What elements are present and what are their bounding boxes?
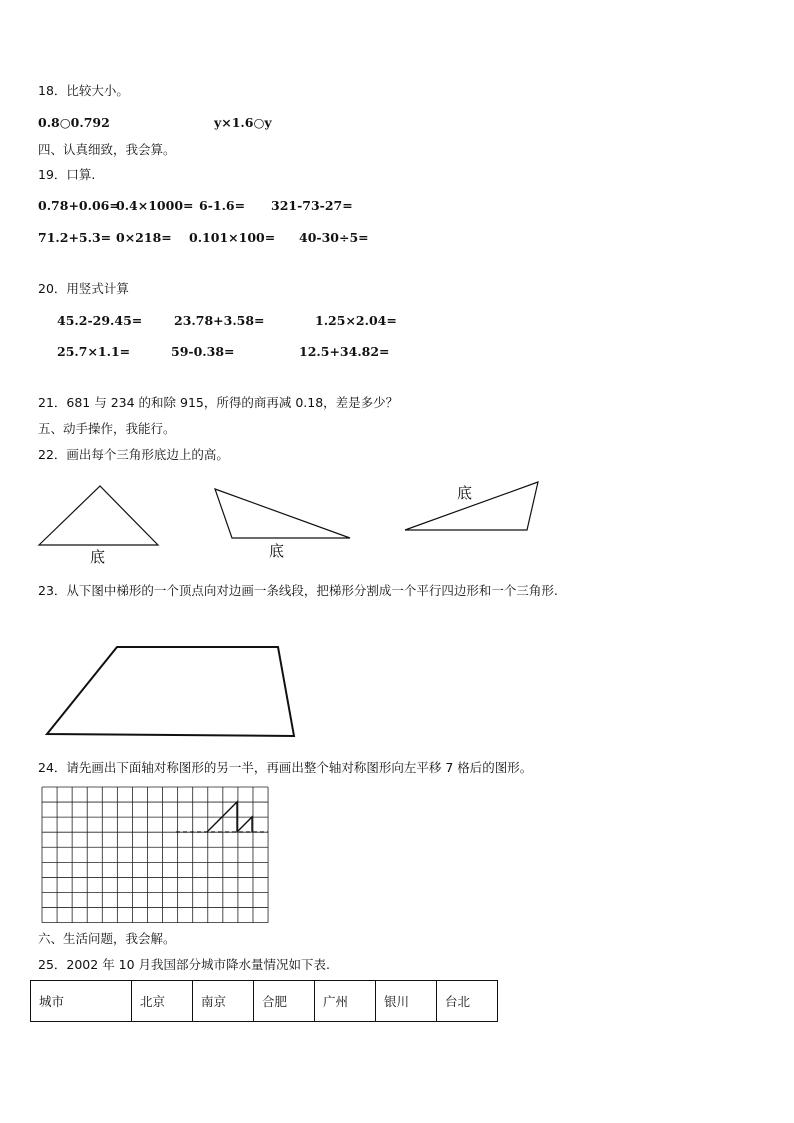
q25-text: 25．2002 年 10 月我国部分城市降水量情况如下表. — [38, 957, 331, 972]
section-6-heading: 六、生活问题，我会解。 — [38, 931, 176, 946]
q20-r1-c1: 45.2-29.45= — [57, 313, 143, 328]
q20-r1-c2: 23.78+3.58= — [174, 313, 265, 328]
header-cell-beijing: 北京 — [132, 981, 193, 1022]
q24-text: 24．请先画出下面轴对称图形的另一半，再画出整个轴对称图形向左平移 7 格后的图形。 — [38, 760, 533, 775]
header-cell-taipei: 台北 — [437, 981, 498, 1022]
triangle-1 — [39, 486, 158, 545]
rainfall-table — [30, 980, 498, 1022]
q19-r1-c4: 321-73-27= — [271, 198, 353, 213]
q19-r2-c3: 0.101×100= — [189, 230, 276, 245]
table-header-row — [31, 981, 498, 1022]
q21-text: 21．681 与 234 的和除 915，所得的商再减 0.18，差是多少？ — [38, 395, 399, 410]
q22-base-label-2: 底 — [269, 542, 285, 560]
q19-r2-c1: 71.2+5.3= — [38, 230, 112, 245]
q20-r2-c2: 59-0.38= — [171, 344, 235, 359]
q19-r2-c4: 40-30÷5= — [299, 230, 369, 245]
q20-r2-c1: 25.7×1.1= — [57, 344, 131, 359]
q19-title: 19．口算. — [38, 167, 96, 182]
q20-r2-c3: 12.5+34.82= — [299, 344, 390, 359]
section-4-heading: 四、认真细致，我会算。 — [38, 142, 176, 157]
header-cell-guangzhou: 广州 — [315, 981, 376, 1022]
q20-r1-c3: 1.25×2.04= — [315, 313, 397, 328]
header-cell-hefei: 合肥 — [254, 981, 315, 1022]
q19-r1-c1: 0.78+0.06= — [38, 198, 120, 213]
q18-title: 18．比较大小。 — [38, 83, 129, 98]
trapezoid — [47, 647, 294, 736]
q18-item-2: y×1.6○y — [214, 115, 272, 130]
q22-base-label-1: 底 — [90, 548, 106, 566]
triangle-2 — [215, 489, 350, 538]
q24-grid — [42, 787, 268, 923]
q19-r2-c2: 0×218= — [116, 230, 172, 245]
section-5-heading: 五、动手操作，我能行。 — [38, 421, 176, 436]
header-cell-yinchuan: 银川 — [376, 981, 437, 1022]
header-cell-city: 城市 — [31, 981, 132, 1022]
q19-r1-c3: 6-1.6= — [199, 198, 246, 213]
q19-r1-c2: 0.4×1000= — [116, 198, 194, 213]
q22-title: 22．画出每个三角形底边上的高。 — [38, 447, 229, 462]
q23-text: 23．从下图中梯形的一个顶点向对边画一条线段，把梯形分割成一个平行四边形和一个三角形. — [38, 583, 558, 598]
header-cell-nanjing: 南京 — [193, 981, 254, 1022]
half-figure-inner — [237, 817, 252, 832]
q18-item-1: 0.8○0.792 — [38, 115, 110, 130]
q22-base-label-3: 底 — [457, 484, 473, 502]
q20-title: 20．用竖式计算 — [38, 281, 129, 296]
